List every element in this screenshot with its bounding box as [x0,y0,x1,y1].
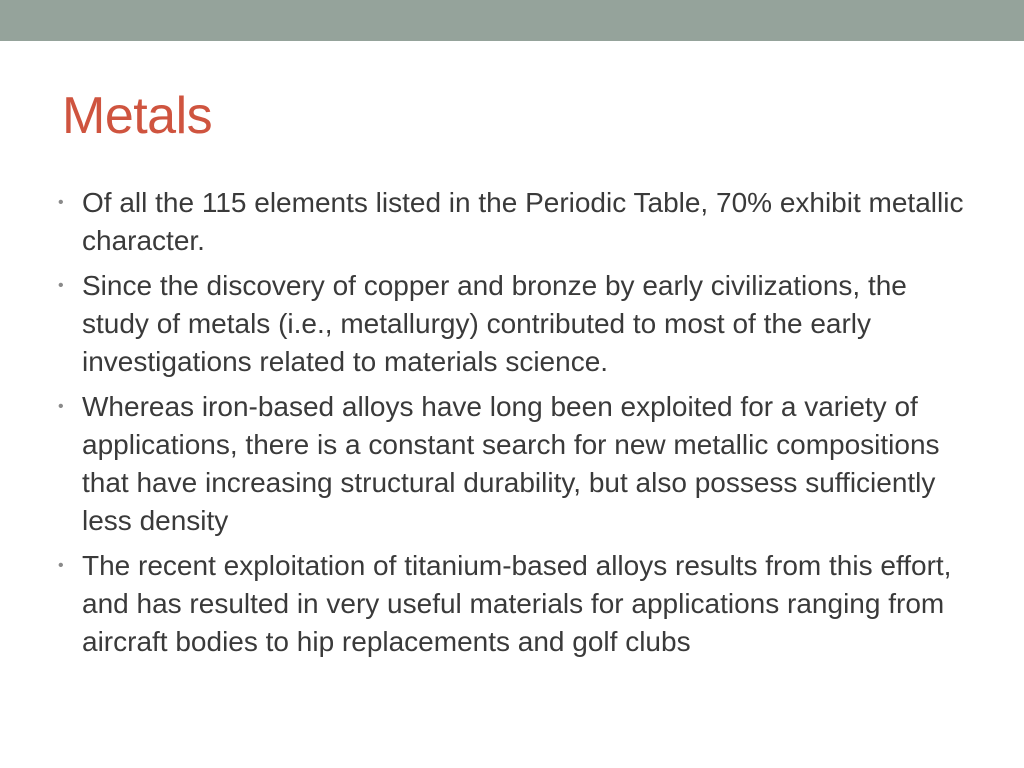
bullet-text: Of all the 115 elements listed in the Periodic Table, 70% exhibit metallic character. [82,187,964,256]
bullet-icon: • [58,277,64,294]
bullet-text: Since the discovery of copper and bronze by early civilizations, the study of metals (i.e., metallurgy) contributed to most of the early investigations related to materials science. [82,270,907,377]
bullet-item [56,184,966,260]
bullet-item [56,267,966,381]
header-band [0,0,1024,41]
bullet-text: Whereas iron-based alloys have long been exploited for a variety of applications, there is a constant search for new metallic compositions that have increasing structural durability, but also possess sufficiently less density [82,391,940,536]
bullet-icon: • [58,557,64,574]
bullet-item [56,388,966,540]
bullet-item [56,547,966,661]
bullet-text: The recent exploitation of titanium-based alloys results from this effort, and has resulted in very useful materials for applications ranging from aircraft bodies to hip replacements and golf clubs [82,550,952,657]
bullet-list [56,184,966,668]
bullet-icon: • [58,194,64,211]
slide-title: Metals [62,87,213,145]
bullet-icon: • [58,398,64,415]
